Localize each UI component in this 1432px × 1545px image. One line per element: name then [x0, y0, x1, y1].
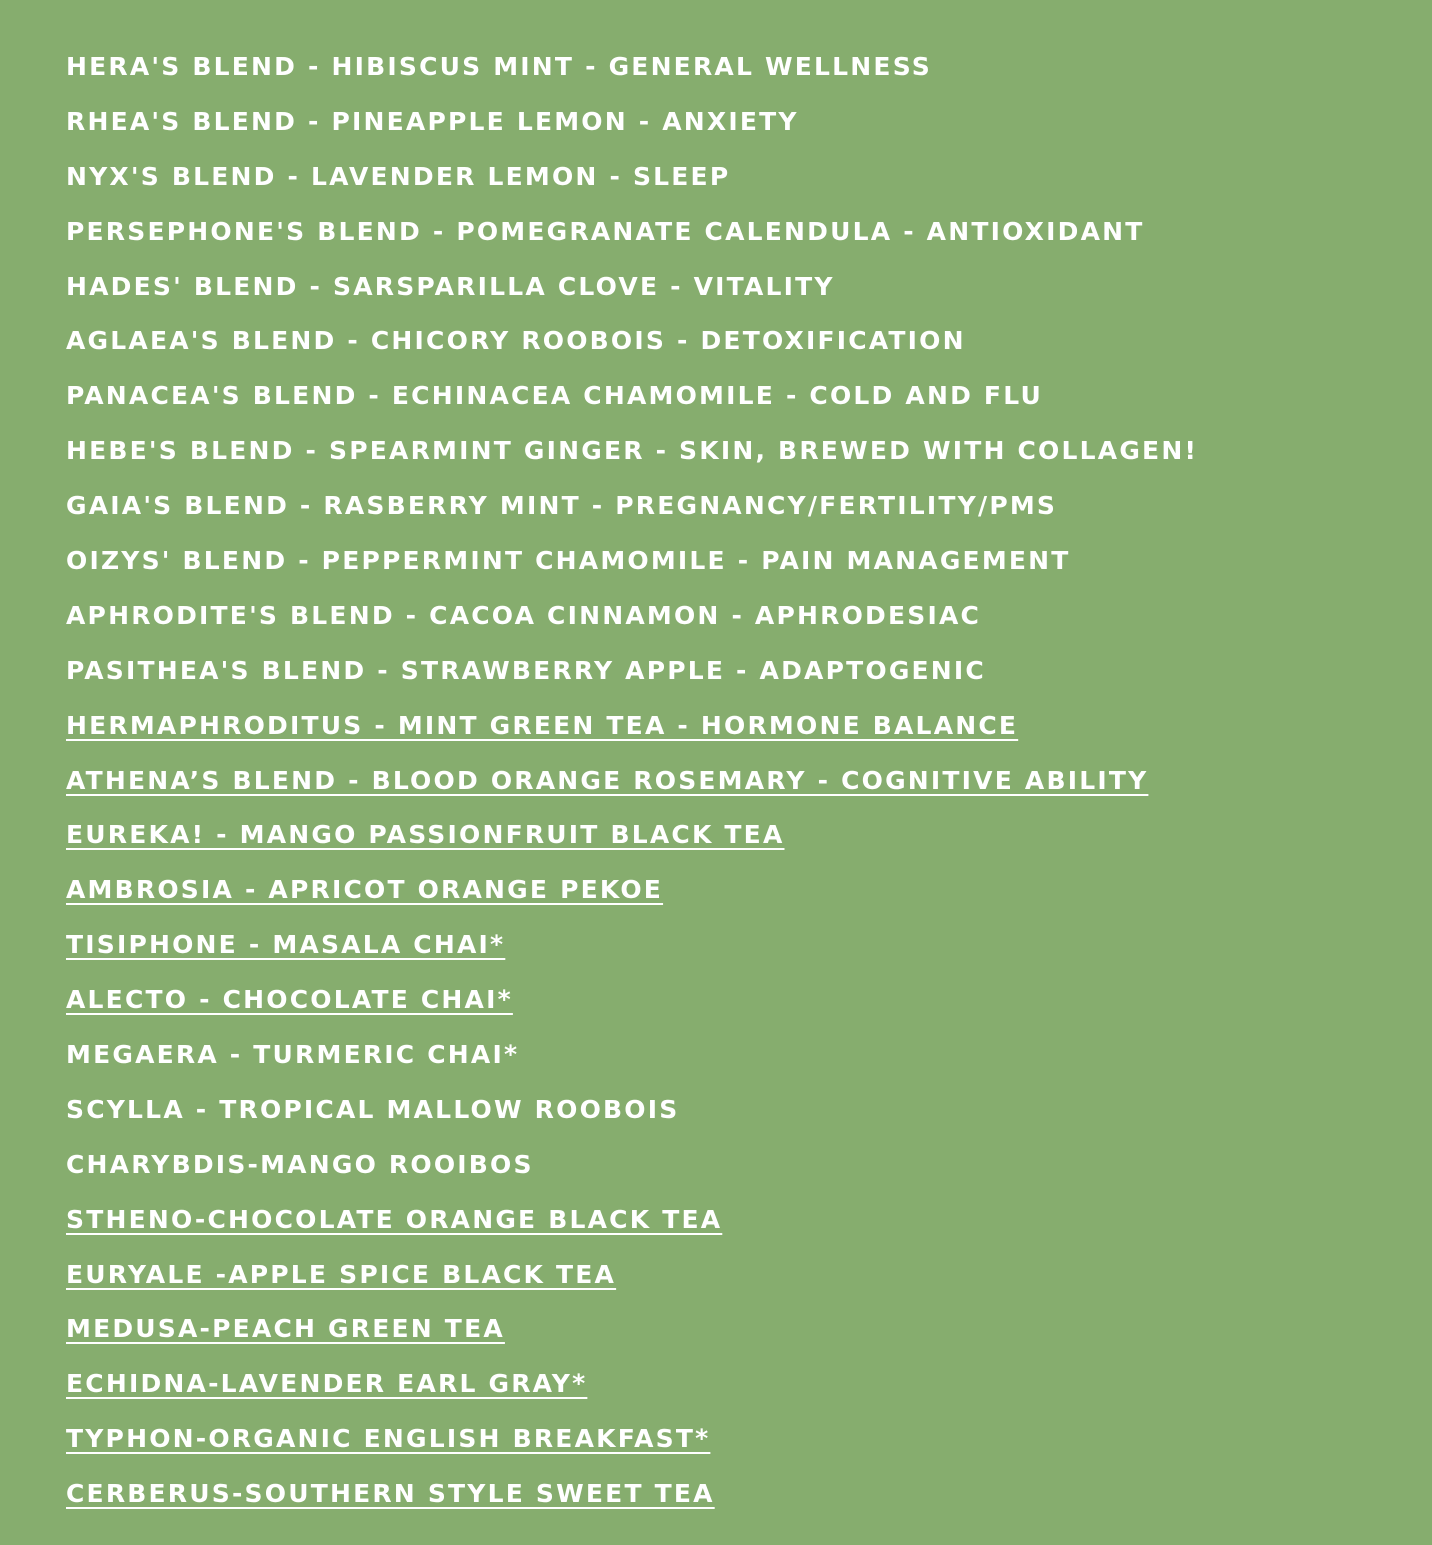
list-item-label[interactable]: AMBROSIA - APRICOT ORANGE PEKOE: [66, 875, 664, 905]
list-item-label[interactable]: ATHENA’S BLEND - BLOOD ORANGE ROSEMARY - COGNITIVE ABILITY: [66, 765, 1149, 795]
list-item-1: [66, 95, 1416, 150]
list-item-label[interactable]: MEDUSA-PEACH GREEN TEA: [66, 1314, 505, 1344]
list-item-13[interactable]: [66, 754, 1416, 809]
list-item-4: [66, 260, 1416, 315]
list-item-12[interactable]: [66, 699, 1416, 754]
list-item-label: OIZYS' BLEND - PEPPERMINT CHAMOMILE - PAIN MANAGEMENT: [66, 546, 1071, 576]
list-item-26[interactable]: [66, 1467, 1416, 1522]
list-item-2: [66, 150, 1416, 205]
list-item-21[interactable]: [66, 1193, 1416, 1248]
list-item-3: [66, 205, 1416, 260]
list-item-17[interactable]: [66, 973, 1416, 1028]
list-item-label: PERSEPHONE'S BLEND - POMEGRANATE CALENDULA - ANTIOXIDANT: [66, 216, 1145, 246]
list-item-25[interactable]: [66, 1412, 1416, 1467]
list-item-11: [66, 644, 1416, 699]
list-item-label: RHEA'S BLEND - PINEAPPLE LEMON - ANXIETY: [66, 106, 799, 136]
list-item-9: [66, 534, 1416, 589]
list-item-19: [66, 1083, 1416, 1138]
list-item-15[interactable]: [66, 863, 1416, 918]
tea-blend-list: [66, 40, 1416, 1522]
list-item-label[interactable]: STHENO-CHOCOLATE ORANGE BLACK TEA: [66, 1204, 723, 1234]
list-item-18: [66, 1028, 1416, 1083]
list-item-0: [66, 40, 1416, 95]
list-item-label: SCYLLA - TROPICAL MALLOW ROOBOIS: [66, 1094, 680, 1124]
list-item-14[interactable]: [66, 808, 1416, 863]
list-item-label[interactable]: CERBERUS-SOUTHERN STYLE SWEET TEA: [66, 1479, 715, 1509]
list-item-label[interactable]: ALECTO - CHOCOLATE CHAI*: [66, 985, 513, 1015]
list-item-24[interactable]: [66, 1357, 1416, 1412]
list-item-16[interactable]: [66, 918, 1416, 973]
list-item-23[interactable]: [66, 1302, 1416, 1357]
list-item-label: PASITHEA'S BLEND - STRAWBERRY APPLE - ADAPTOGENIC: [66, 655, 986, 685]
list-item-label: HERA'S BLEND - HIBISCUS MINT - GENERAL WELLNESS: [66, 52, 932, 81]
list-item-5: [66, 314, 1416, 369]
list-item-22[interactable]: [66, 1248, 1416, 1303]
list-item-6: [66, 369, 1416, 424]
list-item-label[interactable]: TYPHON-ORGANIC ENGLISH BREAKFAST*: [66, 1424, 711, 1454]
list-item-label: CHARYBDIS-MANGO ROOIBOS: [66, 1149, 534, 1179]
list-item-label[interactable]: EUREKA! - MANGO PASSIONFRUIT BLACK TEA: [66, 820, 785, 850]
list-item-label: PANACEA'S BLEND - ECHINACEA CHAMOMILE - COLD AND FLU: [66, 381, 1043, 411]
list-item-label: NYX'S BLEND - LAVENDER LEMON - SLEEP: [66, 161, 731, 191]
list-item-8: [66, 479, 1416, 534]
list-item-label[interactable]: TISIPHONE - MASALA CHAI*: [66, 930, 506, 960]
list-item-label: GAIA'S BLEND - RASBERRY MINT - PREGNANCY/FERTILITY/PMS: [66, 491, 1058, 521]
list-item-10: [66, 589, 1416, 644]
list-item-7: [66, 424, 1416, 479]
list-item-label: HEBE'S BLEND - SPEARMINT GINGER - SKIN, BREWED WITH COLLAGEN!: [66, 436, 1199, 466]
list-item-label: APHRODITE'S BLEND - CACOA CINNAMON - APHRODESIAC: [66, 600, 982, 630]
list-item-label[interactable]: EURYALE -APPLE SPICE BLACK TEA: [66, 1259, 617, 1289]
list-item-label: MEGAERA - TURMERIC CHAI*: [66, 1040, 520, 1070]
list-item-label[interactable]: ECHIDNA-LAVENDER EARL GRAY*: [66, 1369, 588, 1399]
list-item-20: [66, 1138, 1416, 1193]
list-item-label: AGLAEA'S BLEND - CHICORY ROOBOIS - DETOXIFICATION: [66, 326, 966, 356]
list-item-label[interactable]: HERMAPHRODITUS - MINT GREEN TEA - HORMONE BALANCE: [66, 710, 1019, 740]
list-item-label: HADES' BLEND - SARSPARILLA CLOVE - VITALITY: [66, 271, 835, 301]
